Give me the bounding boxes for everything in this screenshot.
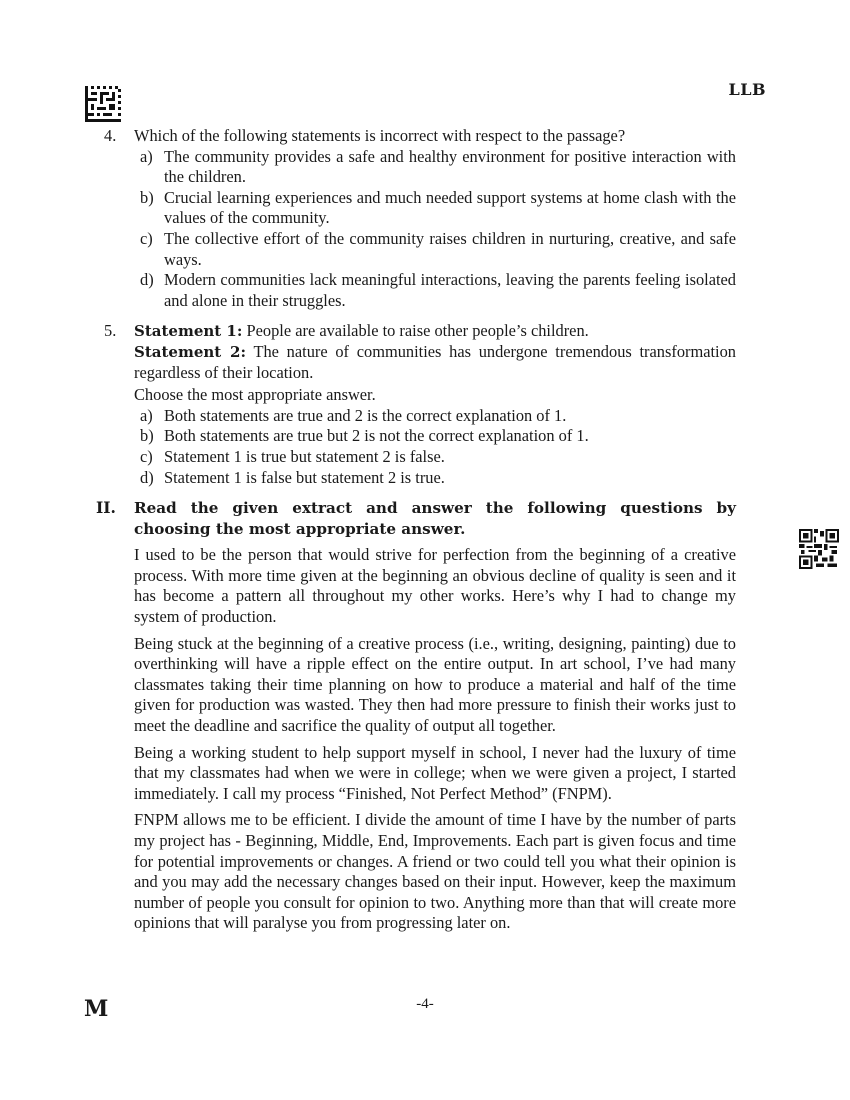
option-label: c) (140, 446, 153, 466)
page-number: -4- (416, 996, 434, 1012)
question-5 (96, 321, 736, 488)
question-prompt: Choose the most appropriate answer. (134, 385, 376, 405)
question-number: 5. (104, 321, 117, 341)
statement-2-text: The nature of communities has undergone tremendous transformation regardless of their location. (134, 341, 736, 382)
qr-code-icon (799, 528, 839, 570)
option-label: b) (140, 426, 154, 446)
exam-code-title: LLB (728, 80, 766, 99)
option-d (134, 468, 736, 489)
option-text: Both statements are true and 2 is the correct explanation of 1. (164, 405, 567, 425)
option-label: b) (140, 187, 154, 207)
option-b (134, 426, 736, 447)
answer-options (134, 406, 736, 488)
section-heading: Read the given extract and answer the following questions by choosing the most appropriate answer. (134, 499, 736, 538)
option-a (134, 147, 736, 188)
datamatrix-code-icon (84, 86, 122, 122)
option-label: d) (140, 270, 154, 290)
statement-2 (134, 342, 736, 383)
option-text: Statement 1 is false but statement 2 is true. (164, 467, 445, 487)
option-c (134, 229, 736, 270)
statement-1-text: People are available to raise other people’s children. (242, 321, 589, 341)
question-4 (96, 126, 736, 311)
option-text: Crucial learning experiences and much needed support systems at home clash with the values of the community. (164, 187, 736, 228)
option-text: Both statements are true but 2 is not the correct explanation of 1. (164, 426, 589, 446)
option-b (134, 188, 736, 229)
passage-paragraph-4: FNPM allows me to be efficient. I divide the amount of time I have by the number of parts my project has - Beginning, Middle, End, Improvements. Each part is given focus and time for potential improvements or changes. A friend or two could tell you what their opinion is and you may add the necessary changes based on their input. However, keep the maximum number of people you consult for opinion to two. Anything more than that will create more opinions that will paralyse you from progressing later on. (134, 810, 736, 933)
option-label: a) (140, 146, 153, 166)
statement-1 (134, 321, 736, 342)
section-ii (96, 498, 736, 934)
option-text: Statement 1 is true but statement 2 is false. (164, 446, 445, 466)
option-text: The community provides a safe and healthy environment for positive interaction with the children. (164, 146, 736, 187)
section-number: II. (96, 498, 116, 518)
option-label: d) (140, 467, 154, 487)
option-label: c) (140, 228, 153, 248)
option-a (134, 406, 736, 427)
passage-paragraph-2: Being stuck at the beginning of a creative process (i.e., writing, designing, painting) due to overthinking will have a ripple effect on the entire output. In art school, I’ve had many classmates taking their time planning on how to produce a material and half of the time given for production was wasted. They then had more pressure to finish their works just to meet the deadline and sacrifice the quality of output all together. (134, 633, 736, 736)
option-c (134, 447, 736, 468)
statement-1-label: Statement 1: (134, 322, 243, 341)
statement-2-label: Statement 2: (134, 342, 247, 361)
option-text: The collective effort of the community raises children in nurturing, creative, and safe ways. (164, 228, 736, 269)
option-d (134, 270, 736, 311)
passage-paragraph-3: Being a working student to help support myself in school, I never had the luxury of time that my classmates had when we were in college; when we were given a project, I started immediately. I call my process “Finished, Not Perfect Method” (FNPM). (134, 742, 736, 803)
passage-paragraph-1: I used to be the person that would strive for perfection from the beginning of a creative process. With more time given at the beginning an obvious decline of quality is seen and it has become a pattern all throughout my other works. Here’s why I had to change my system of production. (134, 545, 736, 627)
question-number: 4. (104, 126, 117, 145)
series-label: M (84, 996, 109, 1022)
answer-options (134, 147, 736, 312)
exam-content (96, 126, 736, 934)
option-text: Modern communities lack meaningful interactions, leaving the parents feeling isolated and alone in their struggles. (164, 270, 736, 310)
question-text: Which of the following statements is incorrect with respect to the passage? (134, 126, 626, 145)
option-label: a) (140, 405, 153, 425)
